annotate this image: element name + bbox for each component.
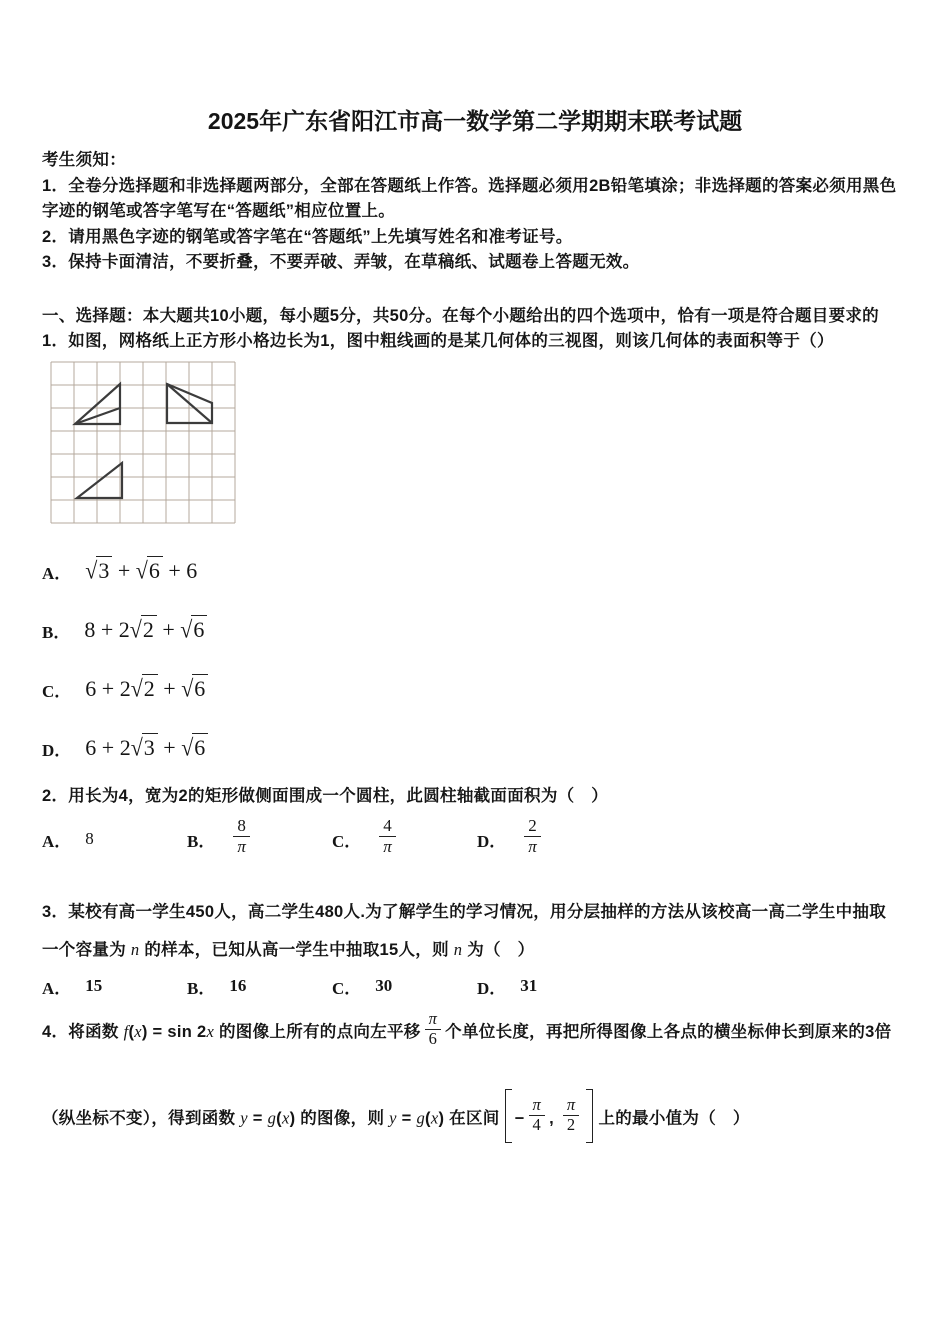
q2-stem: 2．用长为4，宽为2的矩形做侧面围成一个圆柱，此圆柱轴截面面积为（ ） — [42, 786, 609, 805]
option-value: $\frac{8}{\pi}$ — [229, 819, 254, 859]
option-label: C． — [332, 978, 362, 998]
q3-stem-line1: 3．某校有高一学生450人，高二学生480人.为了解学生的学习情况，用分层抽样的方法从该校高一高二学生中抽取 — [42, 903, 887, 921]
option-value: 6 + 2√2 + √6 — [85, 676, 208, 702]
option-label: A． — [42, 563, 72, 583]
q1-option-d — [42, 719, 908, 778]
exam-title: 2025年广东省阳江市高一数学第二学期期末联考试题 — [207, 108, 743, 134]
option-value: 8 + 2√2 + √6 — [84, 617, 207, 643]
q1-option-c — [42, 660, 908, 719]
option-label: C． — [42, 681, 72, 701]
option-value: 8 — [85, 829, 94, 848]
q3-option-b — [187, 974, 332, 999]
option-value: 15 — [85, 976, 103, 995]
q3-option-a — [42, 974, 187, 999]
q3-option-c — [332, 974, 477, 999]
option-value: 30 — [375, 976, 393, 995]
q1-figure — [50, 361, 236, 524]
q4-stem-line1: 4．将函数 f(x) = sin 2x 的图像上所有的点向左平移 $\frac{\pi}{6}$ 个单位长度，再把所得图像上各点的横坐标伸长到原来的3倍 — [42, 1009, 892, 1048]
notice-line-1b: 字迹的钢笔或答字笔写在“答题纸”相应位置上。 — [42, 202, 396, 220]
q2-option-b — [187, 815, 332, 859]
q1-stem: 1．如图，网格纸上正方形小格边长为1，图中粗线画的是某几何体的三视图，则该几何体的表面积等于（） — [42, 332, 834, 350]
q2-option-d — [477, 815, 545, 859]
option-label: A． — [42, 831, 72, 851]
q1-options — [42, 542, 908, 778]
notice-label: 考生须知： — [42, 151, 126, 169]
notice-line-3: 3．保持卡面清洁，不要折叠，不要弄破、弄皱，在草稿纸、试题卷上答题无效。 — [42, 253, 640, 271]
option-label: B． — [187, 831, 216, 851]
option-label: C． — [332, 831, 362, 851]
option-label: D． — [42, 740, 72, 760]
section-1-header: 一、选择题：本大题共10小题，每小题5分，共50分。在每个小题给出的四个选项中，恰有一项是符合题目要求的 — [42, 306, 879, 325]
q1-option-a — [42, 542, 908, 601]
option-label: D． — [477, 978, 507, 998]
option-value: $\frac{4}{\pi}$ — [375, 819, 400, 859]
q3-options — [42, 973, 908, 999]
option-value: 16 — [229, 976, 247, 995]
q3-option-d — [477, 974, 537, 999]
option-label: B． — [42, 622, 71, 642]
option-label: B． — [187, 978, 216, 998]
option-value: 31 — [520, 976, 538, 995]
q3-stem-line2: 一个容量为 n 的样本，已知从高一学生中抽取15人，则 n 为（ ） — [42, 940, 535, 959]
notice-line-1: 1．全卷分选择题和非选择题两部分，全部在答题纸上作答。选择题必须用2B铅笔填涂；非选择题的答案必须用黑色 — [42, 176, 897, 195]
q2-option-c — [332, 815, 477, 859]
q2-options — [42, 815, 908, 863]
q1-option-b — [42, 601, 908, 660]
q2-option-a — [42, 827, 187, 852]
option-value: $\frac{2}{\pi}$ — [520, 819, 545, 859]
option-label: D． — [477, 831, 507, 851]
option-value: √3 + √6 + 6 — [85, 556, 198, 584]
option-value: 6 + 2√3 + √6 — [85, 735, 208, 761]
option-label: A． — [42, 978, 72, 998]
q4-stem-line2: （纵坐标不变），得到函数 y = g(x) 的图像，则 y = g(x) 在区间 − $\frac{\pi}{4}$ , $\frac{\pi}{2}$ 上的最小值为（ ） — [42, 1092, 908, 1146]
notice-line-2: 2．请用黑色字迹的钢笔或答字笔在“答题纸”上先填写姓名和准考证号。 — [42, 227, 573, 246]
